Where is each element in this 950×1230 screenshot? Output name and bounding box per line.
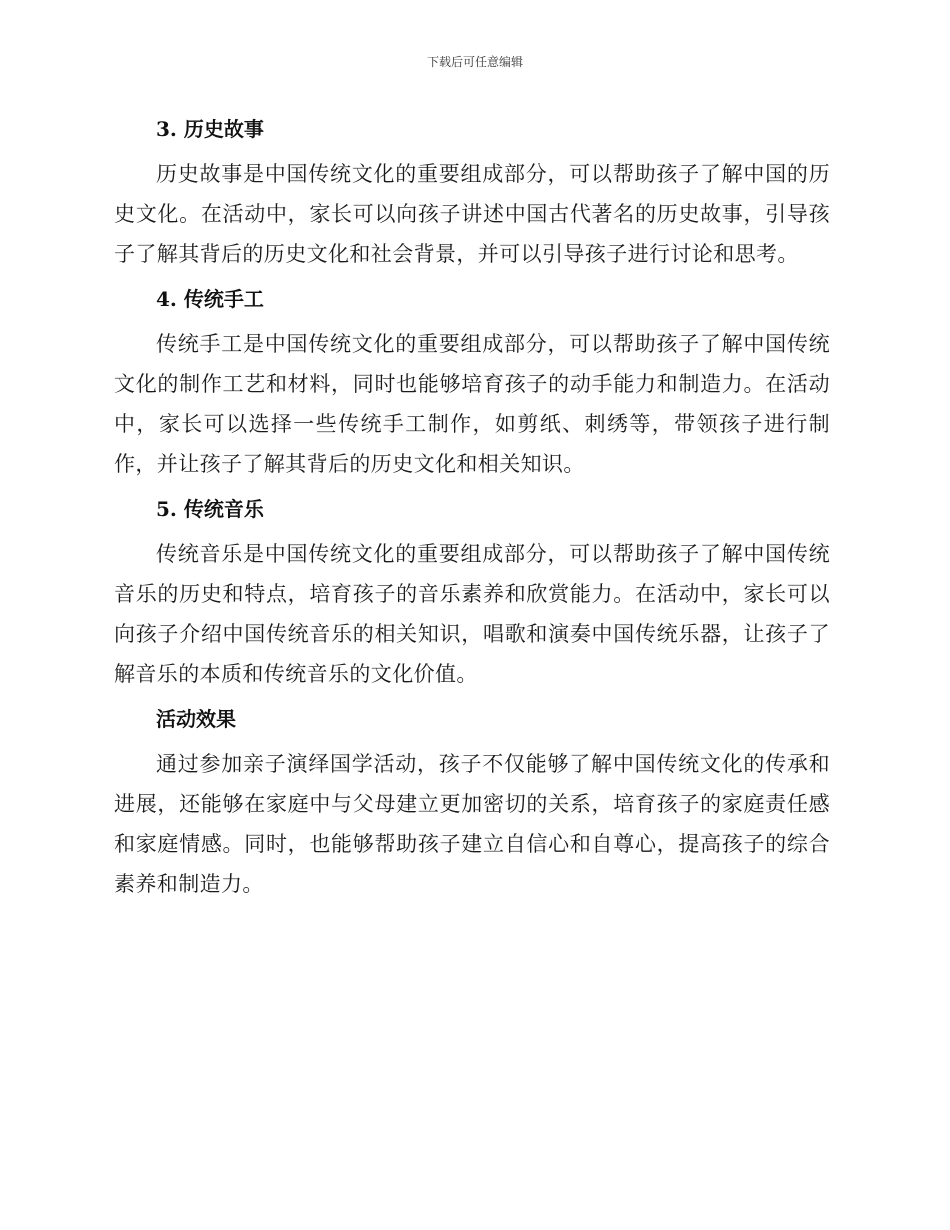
paragraph-traditional-music: 传统音乐是中国传统文化的重要组成部分，可以帮助孩子了解中国传统音乐的历史和特点，培育孩子的音乐素养和欣赏能力。在活动中，家长可以向孩子介绍中国传统音乐的相关知识，唱歌和演奏中国传统乐器，让孩子了解音乐的本质和传统音乐的文化价值。 (114, 542, 830, 686)
section-heading-traditional-crafts: 4. 传统手工 (156, 287, 264, 311)
page-header: 下载后可任意编辑 (426, 55, 523, 69)
document-body (114, 112, 830, 914)
paragraph-traditional-crafts: 传统手工是中国传统文化的重要组成部分，可以帮助孩子了解中国传统文化的制作工艺和材料，同时也能够培育孩子的动手能力和制造力。在活动中，家长可以选择一些传统手工制作，如剪纸、刺绣等，带领孩子进行制作，并让孩子了解其背后的历史文化和相关知识。 (114, 332, 830, 476)
paragraph-history-stories: 历史故事是中国传统文化的重要组成部分，可以帮助孩子了解中国的历史文化。在活动中，家长可以向孩子讲述中国古代著名的历史故事，引导孩子了解其背后的历史文化和社会背景，并可以引导孩子进行讨论和思考。 (114, 162, 830, 266)
section-heading-traditional-music: 5. 传统音乐 (156, 497, 264, 521)
section-heading-history-stories: 3. 历史故事 (156, 117, 264, 141)
paragraph-activity-effects: 通过参加亲子演绎国学活动，孩子不仅能够了解中国传统文化的传承和进展，还能够在家庭中与父母建立更加密切的关系，培育孩子的家庭责任感和家庭情感。同时，也能够帮助孩子建立自信心和自尊心，提高孩子的综合素养和制造力。 (114, 752, 830, 896)
section-heading-activity-effects: 活动效果 (156, 707, 236, 731)
